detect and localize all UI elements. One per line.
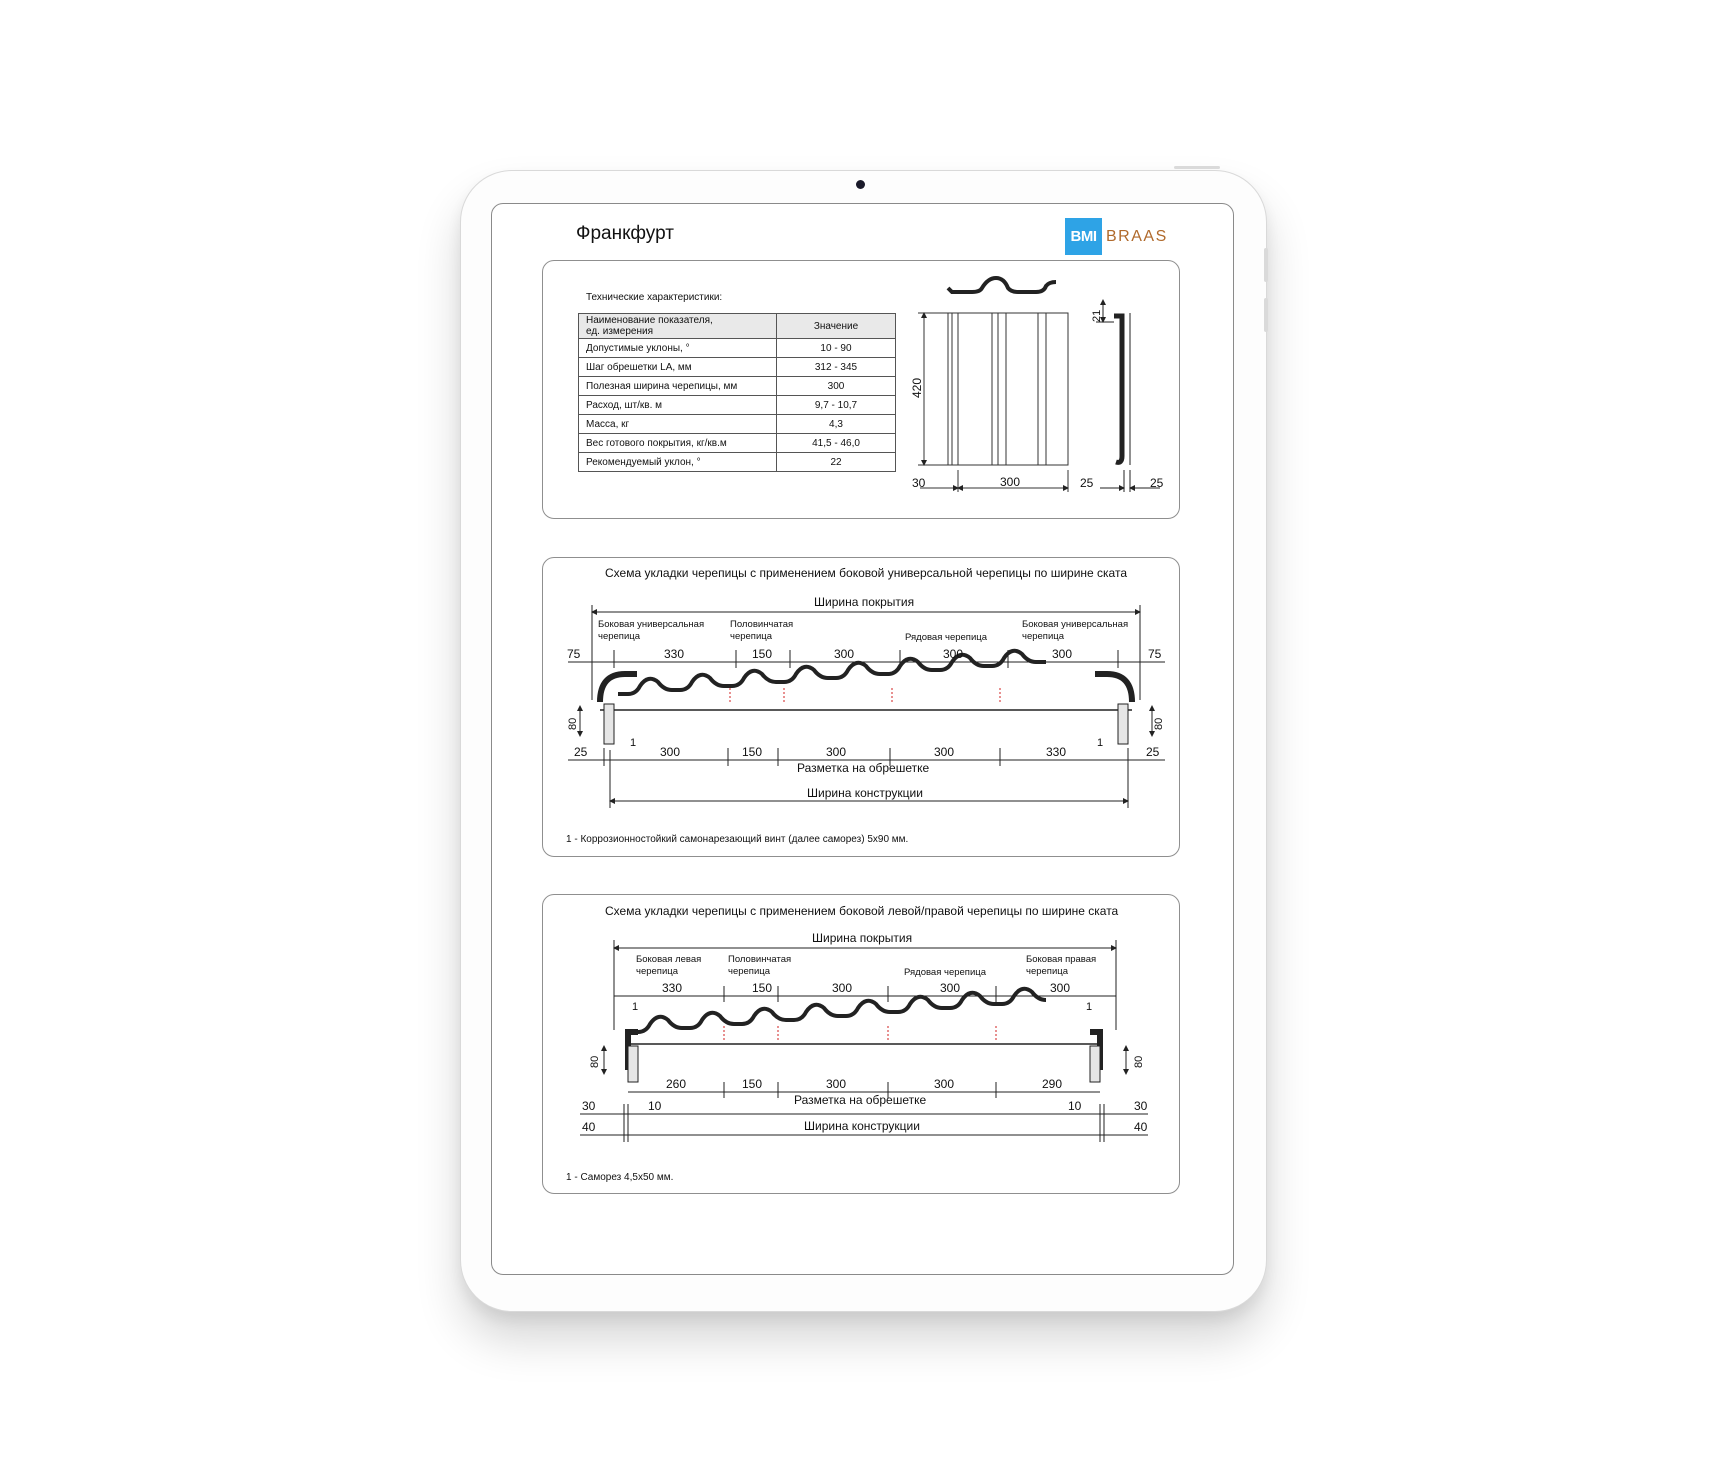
scheme1-top-dim: 75 <box>1148 647 1162 661</box>
specs-caption: Технические характеристики: <box>586 292 723 303</box>
spec-value: 22 <box>777 453 896 472</box>
scheme1-bottom-dim: 25 <box>574 745 588 759</box>
header-name: Наименование показателя, ед. измерения <box>579 314 777 339</box>
logo-braas: BRAAS <box>1106 227 1168 245</box>
scheme2-side-height-right: 80 <box>1133 1055 1145 1068</box>
scheme2-top-dim: 300 <box>940 981 961 995</box>
scheme2-bottom-dim: 300 <box>934 1077 955 1091</box>
scheme2-label-right: Боковая правая черепица <box>1026 954 1097 977</box>
scheme1-bottom-dim: 300 <box>660 745 681 759</box>
spec-value: 41,5 - 46,0 <box>777 434 896 453</box>
scheme1-bottom-dim: 330 <box>1046 745 1067 759</box>
scheme1-bottom-dims <box>574 745 1160 759</box>
tile-dim-side-a: 25 <box>1080 476 1094 490</box>
scheme2-title: Схема укладки черепицы с применением боковой левой/правой черепицы по ширине ската <box>605 904 1119 918</box>
scheme1-label-row: Рядовая черепица <box>905 632 987 643</box>
scheme1-label-left: Боковая универсальная черепица <box>598 619 705 642</box>
page-title: Франкфурт <box>576 223 674 244</box>
scheme1-cover-width: Ширина покрытия <box>814 595 915 609</box>
spec-name: Расход, шт/кв. м <box>579 396 777 415</box>
spec-name: Полезная ширина черепицы, мм <box>579 377 777 396</box>
tile-dim-top: 21 <box>1091 309 1103 322</box>
tile-dim-left: 30 <box>912 476 926 490</box>
scheme2-edge-dim: 30 <box>1134 1099 1148 1113</box>
scheme2-top-dim: 330 <box>662 981 683 995</box>
scheme2-bottom-dim: 300 <box>826 1077 847 1091</box>
scheme1-top-dim: 300 <box>943 647 964 661</box>
spec-value: 300 <box>777 377 896 396</box>
tile-side-drawing <box>1096 300 1160 492</box>
spec-value: 9,7 - 10,7 <box>777 396 896 415</box>
tile-height-label: 420 <box>910 377 924 398</box>
scheme1-bottom-dim: 300 <box>934 745 955 759</box>
scheme2-callout-right: 1 <box>1086 1001 1093 1013</box>
scheme2-top-dim: 300 <box>1050 981 1071 995</box>
spec-name: Вес готового покрытия, кг/кв.м <box>579 434 777 453</box>
scheme2-cover-width: Ширина покрытия <box>812 931 913 945</box>
scheme2-note: 1 - Саморез 4,5х50 мм. <box>566 1172 674 1183</box>
scheme2-batten-marking: Разметка на обрешетке <box>794 1093 927 1107</box>
scheme1-top-dim: 330 <box>664 647 685 661</box>
scheme2-callout-left: 1 <box>632 1001 639 1013</box>
header-value: Значение <box>777 314 896 339</box>
scheme1-top-dim: 300 <box>1052 647 1073 661</box>
scheme1-label-right: Боковая универсальная черепица <box>1022 619 1129 642</box>
spec-value: 312 - 345 <box>777 358 896 377</box>
scheme2-bottom-dim: 150 <box>742 1077 763 1091</box>
tile-dim-side-b: 25 <box>1150 476 1164 490</box>
logo-bmi: BMI <box>1065 218 1102 255</box>
scheme2-label-half: Половинчатая черепица <box>728 954 792 977</box>
scheme1-bottom-dim: 150 <box>742 745 763 759</box>
spec-value: 10 - 90 <box>777 339 896 358</box>
scheme1-top-dims <box>567 647 1162 661</box>
tile-front-drawing <box>918 313 1068 492</box>
scheme1-top-dim: 300 <box>834 647 855 661</box>
tile-profile-drawing <box>948 278 1056 292</box>
spec-name: Допустимые уклоны, ° <box>579 339 777 358</box>
scheme1-bottom-dim: 25 <box>1146 745 1160 759</box>
scheme1-construction-width: Ширина конструкции <box>807 786 923 800</box>
scheme1-title: Схема укладки черепицы с применением боковой универсальной черепицы по ширине ската <box>605 566 1127 580</box>
tile-dim-width: 300 <box>1000 475 1021 489</box>
scheme2-bottom-dim: 290 <box>1042 1077 1063 1091</box>
spec-name: Шаг обрешетки LA, мм <box>579 358 777 377</box>
scheme1-side-height-left: 80 <box>567 717 579 730</box>
scheme1-top-dim: 150 <box>752 647 773 661</box>
scheme2-bottom-dims <box>666 1077 1062 1091</box>
scheme1-label-half: Половинчатая черепица <box>730 619 794 642</box>
scheme2-construction-width: Ширина конструкции <box>804 1119 920 1133</box>
scheme2-top-dims <box>662 981 1070 995</box>
scheme2-label-left: Боковая левая черепица <box>636 954 702 977</box>
scheme2-edge-dim: 30 <box>582 1099 596 1113</box>
spec-name: Рекомендуемый уклон, ° <box>579 453 777 472</box>
scheme2-edge-dim: 10 <box>648 1099 662 1113</box>
scheme1-top-dim: 75 <box>567 647 581 661</box>
scheme2-top-dim: 300 <box>832 981 853 995</box>
scheme1-bottom-dim: 300 <box>826 745 847 759</box>
spec-name: Масса, кг <box>579 415 777 434</box>
scheme1-batten-marking: Разметка на обрешетке <box>797 761 930 775</box>
scheme1-callout-right: 1 <box>1097 737 1104 749</box>
scheme2-edge-dim: 10 <box>1068 1099 1082 1113</box>
scheme2-outer-dim: 40 <box>582 1120 596 1134</box>
scheme1-note: 1 - Коррозионностойкий самонарезающий винт (далее саморез) 5х90 мм. <box>566 834 909 845</box>
scheme2-outer-dim: 40 <box>1134 1120 1148 1134</box>
scheme1-side-height-right: 80 <box>1153 717 1165 730</box>
scheme2-top-dim: 150 <box>752 981 773 995</box>
scheme1-callout-left: 1 <box>630 737 637 749</box>
scheme2-side-height-left: 80 <box>589 1055 601 1068</box>
scheme2-label-row: Рядовая черепица <box>904 967 986 978</box>
scheme1-drawing <box>568 605 1165 808</box>
scheme2-bottom-dim: 260 <box>666 1077 687 1091</box>
spec-value: 4,3 <box>777 415 896 434</box>
